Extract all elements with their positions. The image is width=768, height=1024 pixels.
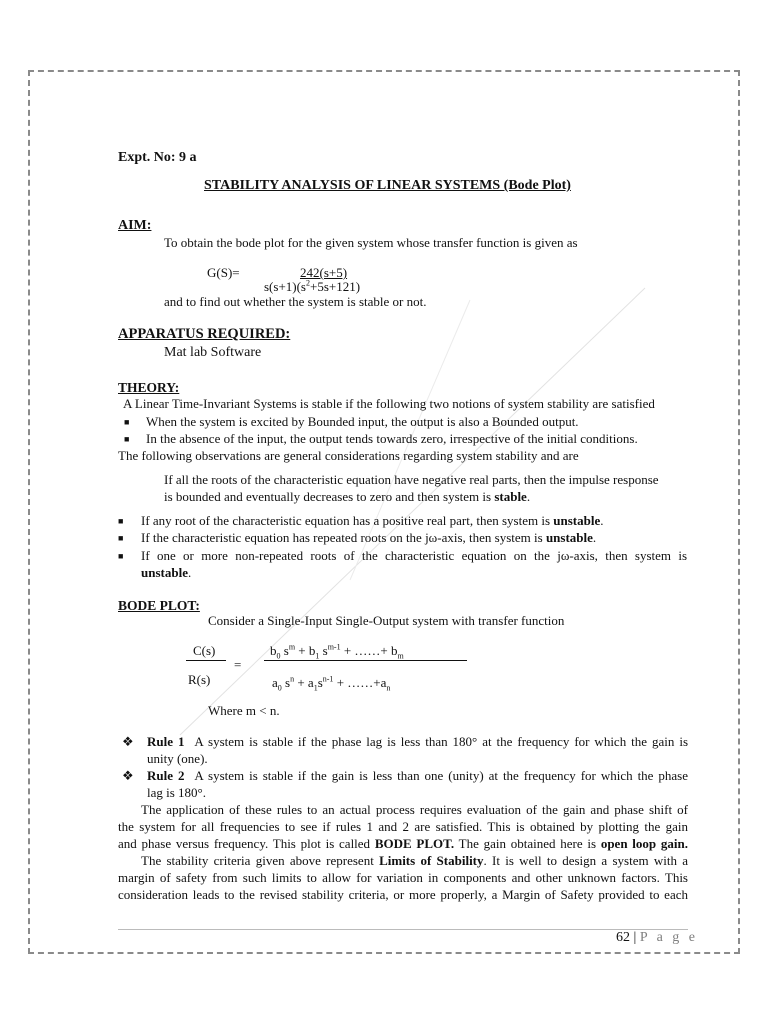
apparatus-item: Mat lab Software: [164, 345, 262, 360]
theory-bullet-2: In the absence of the input, the output tends towards zero, irrespective of the initial conditions.: [146, 431, 638, 446]
tf-lhs: G(S)=: [207, 265, 240, 280]
bullet-marker: ■: [124, 417, 130, 427]
bullet-marker: ■: [118, 533, 124, 543]
rule-2-line-2: lag is 180°.: [147, 785, 207, 800]
stability-bullet-3-line-2: unstable.: [141, 565, 192, 580]
para-2-line-2: margin of safety from such limits to allow for variation in components and other unknown factors. This: [118, 870, 688, 885]
para-1-line-2: the system for all frequencies to see if rules 1 and 2 are satisfied. This is obtained by plotting the gain: [118, 819, 688, 834]
tf-rhs-numerator: $b_0$ $s^m + b_1$ $s^{m-1}$ + ……+ $b_m$: [270, 642, 404, 661]
rule-1-line-1: Rule 1 A system is stable if the phase lag is less than 180° at the frequency for which the gain is: [147, 734, 689, 749]
para-1-line-1: The application of these rules to an actual process requires evaluation of the gain and phase shift of: [141, 802, 688, 817]
bullet-marker: ■: [124, 434, 130, 444]
tf-rhs-denominator: $a_0$ $s^n + a_1s^{n-1}$ + $\dots\dots+a_n$: [272, 674, 391, 693]
equals-sign: =: [234, 657, 242, 672]
para-2-line-3: consideration leads to the revised stability criteria, or more properly, a Margin of Safety provided to each: [118, 887, 688, 902]
theory-bullet-1: When the system is excited by Bounded input, the output is also a Bounded output.: [146, 414, 579, 429]
page-label: P a g e: [639, 930, 699, 945]
tf-lhs-numerator: C(s): [193, 643, 216, 658]
tf-numerator: 242(s+5): [300, 265, 348, 280]
stability-bullet-1: If any root of the characteristic equation has a positive real part, then system is unstable.: [141, 513, 604, 528]
rule-1-line-2: unity (one).: [147, 751, 208, 766]
aim-heading: AIM:: [118, 218, 152, 233]
aim-text: To obtain the bode plot for the given system whose transfer function is given as: [164, 235, 578, 250]
bullet-marker: ■: [118, 551, 124, 561]
aim-closing: and to find out whether the system is stable or not.: [164, 294, 427, 309]
stability-bullet-3-line-1: If one or more non-repeated roots of the characteristic equation on the jω-axis, then system is: [141, 548, 687, 563]
diamond-bullet-icon: ❖: [122, 734, 134, 749]
rhs-fraction-line: [264, 660, 467, 661]
para-1-line-3: and phase versus frequency. This plot is called BODE PLOT. The gain obtained here is open loop gain.: [118, 836, 688, 851]
where-condition: Where m < n.: [208, 703, 280, 718]
experiment-number: Expt. No: 9 a: [118, 150, 197, 165]
theory-observations: The following observations are general considerations regarding system stability and are: [118, 448, 579, 463]
stability-bullet-2: If the characteristic equation has repeated roots on the jω-axis, then system is unstable.: [141, 530, 597, 545]
theory-heading: THEORY:: [118, 380, 180, 395]
bode-intro: Consider a Single-Input Single-Output system with transfer function: [208, 613, 565, 628]
tf-denominator: $s(s+1)(s^2+5s+121)$: [264, 278, 361, 294]
page-separator: |: [633, 930, 637, 945]
theory-intro: A Linear Time-Invariant Systems is stable if the following two notions of system stability are satisfied: [123, 396, 655, 411]
page-title: STABILITY ANALYSIS OF LINEAR SYSTEMS (Bode Plot): [204, 178, 571, 193]
para-2-line-1: The stability criteria given above represent Limits of Stability. It is well to design a system with a: [141, 853, 688, 868]
page-number: [616, 930, 698, 946]
theory-para-line-1: If all the roots of the characteristic equation have negative real parts, then the impulse response: [164, 472, 659, 487]
theory-para-line-2: is bounded and eventually decreases to zero and then system is stable.: [164, 489, 531, 504]
apparatus-heading: APPARATUS REQUIRED:: [118, 326, 291, 342]
rule-2-line-1: Rule 2 A system is stable if the gain is less than one (unity) at the frequency for which the phase: [147, 768, 689, 783]
tf-lhs-denominator: R(s): [188, 672, 211, 687]
lhs-fraction-line: [186, 660, 226, 661]
footer-rule: [118, 929, 688, 930]
bode-heading: BODE PLOT:: [118, 598, 200, 613]
page-number-value: 62: [616, 930, 630, 945]
bullet-marker: ■: [118, 516, 124, 526]
diamond-bullet-icon: ❖: [122, 768, 134, 783]
